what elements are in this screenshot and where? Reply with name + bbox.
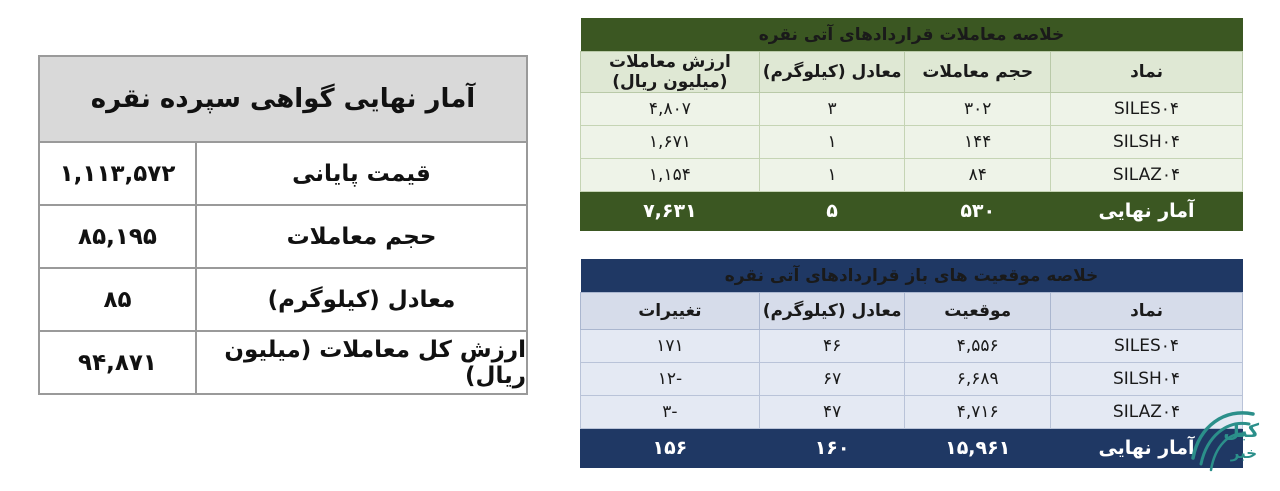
table-header-row bbox=[581, 52, 1243, 93]
footer-value: ۷,۶۳۱ bbox=[581, 192, 760, 231]
table-footer-row bbox=[581, 429, 1243, 468]
cell-volume: ۸۴ bbox=[905, 159, 1051, 192]
cell-position: ۶,۶۸۹ bbox=[905, 363, 1051, 396]
cell-equivalent: ۱ bbox=[759, 126, 905, 159]
futures-summary-table bbox=[580, 18, 1243, 231]
table-row bbox=[581, 126, 1243, 159]
table-header-row bbox=[581, 293, 1243, 330]
cell-equivalent: ۳ bbox=[759, 93, 905, 126]
table-row bbox=[40, 332, 526, 393]
cell-volume: ۳۰۲ bbox=[905, 93, 1051, 126]
cell-equivalent: ۴۷ bbox=[759, 396, 905, 429]
row-label: قیمت پایانی bbox=[195, 143, 526, 204]
cell-value: ۱,۶۷۱ bbox=[581, 126, 760, 159]
table-row bbox=[581, 396, 1243, 429]
open-positions-table bbox=[580, 259, 1243, 468]
watermark-line2: خبر bbox=[1230, 444, 1257, 462]
cell-symbol: SILES۰۴ bbox=[1051, 93, 1243, 126]
cell-equivalent: ۶۷ bbox=[759, 363, 905, 396]
row-value: ۸۵ bbox=[103, 286, 132, 313]
cell-change: -۳ bbox=[581, 396, 760, 429]
cell-symbol: SILSH۰۴ bbox=[1051, 126, 1243, 159]
table-footer-row bbox=[581, 192, 1243, 231]
cell-value: ۴,۸۰۷ bbox=[581, 93, 760, 126]
footer-change: ۱۵۶ bbox=[581, 429, 760, 468]
table-row bbox=[581, 159, 1243, 192]
cell-equivalent: ۱ bbox=[759, 159, 905, 192]
row-value: ۸۵,۱۹۵ bbox=[78, 223, 157, 250]
column-header-symbol: نماد bbox=[1051, 52, 1243, 93]
row-label: حجم معاملات bbox=[195, 206, 526, 267]
cell-position: ۴,۷۱۶ bbox=[905, 396, 1051, 429]
cell-symbol: SILSH۰۴ bbox=[1051, 363, 1243, 396]
footer-equivalent: ۵ bbox=[759, 192, 905, 231]
footer-label: آمار نهایی bbox=[1051, 192, 1243, 231]
cell-value: ۱,۱۵۴ bbox=[581, 159, 760, 192]
watermark-line1: کبل bbox=[1223, 420, 1259, 442]
table-row bbox=[581, 330, 1243, 363]
table-row bbox=[581, 363, 1243, 396]
footer-volume: ۵۳۰ bbox=[905, 192, 1051, 231]
column-header-position: موقعیت bbox=[905, 293, 1051, 330]
footer-equivalent: ۱۶۰ bbox=[759, 429, 905, 468]
column-header-change: تغییرات bbox=[581, 293, 760, 330]
row-label: معادل (کیلوگرم) bbox=[195, 269, 526, 330]
table-row bbox=[40, 269, 526, 332]
column-header-volume: حجم معاملات bbox=[905, 52, 1051, 93]
table-row bbox=[40, 143, 526, 206]
cell-volume: ۱۴۴ bbox=[905, 126, 1051, 159]
column-header-value: ارزش معاملات (میلیون ریال) bbox=[581, 52, 760, 93]
cell-position: ۴,۵۵۶ bbox=[905, 330, 1051, 363]
row-value: ۹۴,۸۷۱ bbox=[78, 349, 157, 376]
column-header-equivalent: معادل (کیلوگرم) bbox=[759, 293, 905, 330]
footer-position: ۱۵,۹۶۱ bbox=[905, 429, 1051, 468]
cell-equivalent: ۴۶ bbox=[759, 330, 905, 363]
deposit-certificate-title: آمار نهایی گواهی سپرده نقره bbox=[40, 57, 526, 143]
cell-symbol: SILAZ۰۴ bbox=[1051, 396, 1243, 429]
cell-symbol: SILAZ۰۴ bbox=[1051, 159, 1243, 192]
cell-change: ۱۷۱ bbox=[581, 330, 760, 363]
footer-label: آمار نهایی bbox=[1051, 429, 1243, 468]
open-positions-title: خلاصه موقعیت های باز قراردادهای آتی نقره bbox=[581, 259, 1243, 293]
column-header-equivalent: معادل (کیلوگرم) bbox=[759, 52, 905, 93]
column-header-symbol: نماد bbox=[1051, 293, 1243, 330]
deposit-certificate-table bbox=[38, 55, 528, 395]
row-value: ۱,۱۱۳,۵۷۲ bbox=[59, 160, 176, 187]
futures-summary-title: خلاصه معاملات قراردادهای آتی نقره bbox=[581, 18, 1243, 52]
cell-symbol: SILES۰۴ bbox=[1051, 330, 1243, 363]
table-row bbox=[40, 206, 526, 269]
row-label: ارزش کل معاملات (میلیون ریال) bbox=[195, 332, 526, 393]
table-row bbox=[581, 93, 1243, 126]
cell-change: -۱۲ bbox=[581, 363, 760, 396]
